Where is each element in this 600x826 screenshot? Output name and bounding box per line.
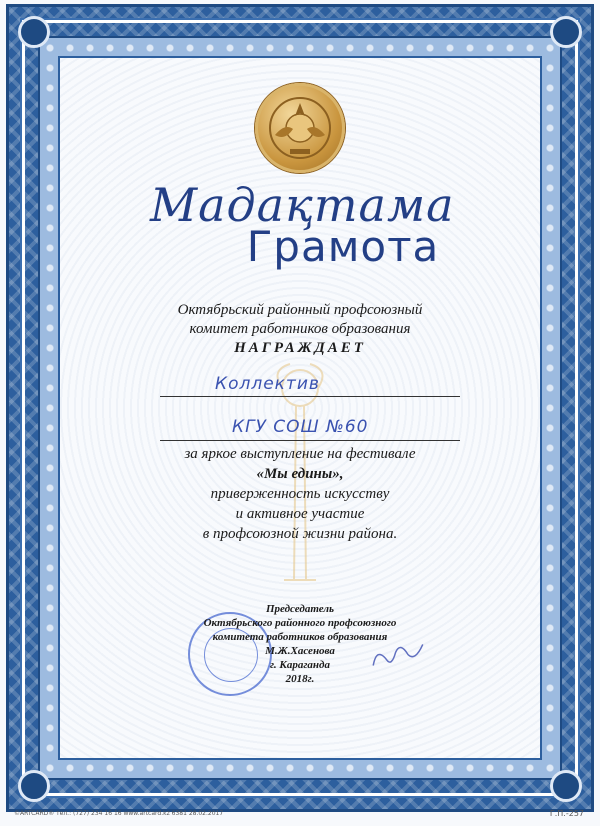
recipient-line-1: Коллектив bbox=[215, 374, 320, 394]
signatory-role-2: Октябрьского районного профсоюзного bbox=[203, 617, 397, 629]
issuer-line-1: Октябрьский районный профсоюзный bbox=[177, 302, 423, 318]
signatory-role-1: Председатель bbox=[265, 603, 335, 615]
printer-imprint: ©ARTCARD® тел.: (727) 234 16 16 www.artcard.kz 6381 28.02.2017 bbox=[14, 810, 224, 817]
certificate-title-kazakh: Мадақтама bbox=[150, 178, 455, 232]
corner-ornament-icon bbox=[550, 16, 582, 48]
award-action: НАГРАЖДАЕТ bbox=[234, 340, 366, 356]
recipient-line-2: КГУ СОШ №60 bbox=[232, 417, 369, 437]
state-emblem-icon bbox=[255, 83, 345, 173]
recipient-underline-1 bbox=[160, 396, 460, 397]
reason-line-5: в профсоюзной жизни района. bbox=[202, 526, 398, 542]
reason-line-1: за яркое выступление на фестивале bbox=[184, 446, 416, 462]
form-code: Г.П.-257 bbox=[549, 809, 584, 818]
corner-ornament-icon bbox=[18, 770, 50, 802]
reason-line-3: приверженность искусству bbox=[210, 486, 390, 502]
certificate-title-russian: Грамота bbox=[246, 222, 440, 271]
signatory-role-3: комитета работников образования bbox=[212, 631, 388, 643]
issuer-line-2: комитет работников образования bbox=[189, 321, 411, 337]
signatory-year: 2018г. bbox=[285, 673, 315, 685]
recipient-underline-2 bbox=[160, 440, 460, 441]
festival-name: «Мы едины», bbox=[256, 466, 344, 482]
corner-ornament-icon bbox=[18, 16, 50, 48]
corner-ornament-icon bbox=[550, 770, 582, 802]
signatory-name: М.Ж.Хасенова bbox=[265, 645, 335, 657]
signatory-city: г. Караганда bbox=[269, 659, 330, 671]
reason-line-4: и активное участие bbox=[235, 506, 365, 522]
